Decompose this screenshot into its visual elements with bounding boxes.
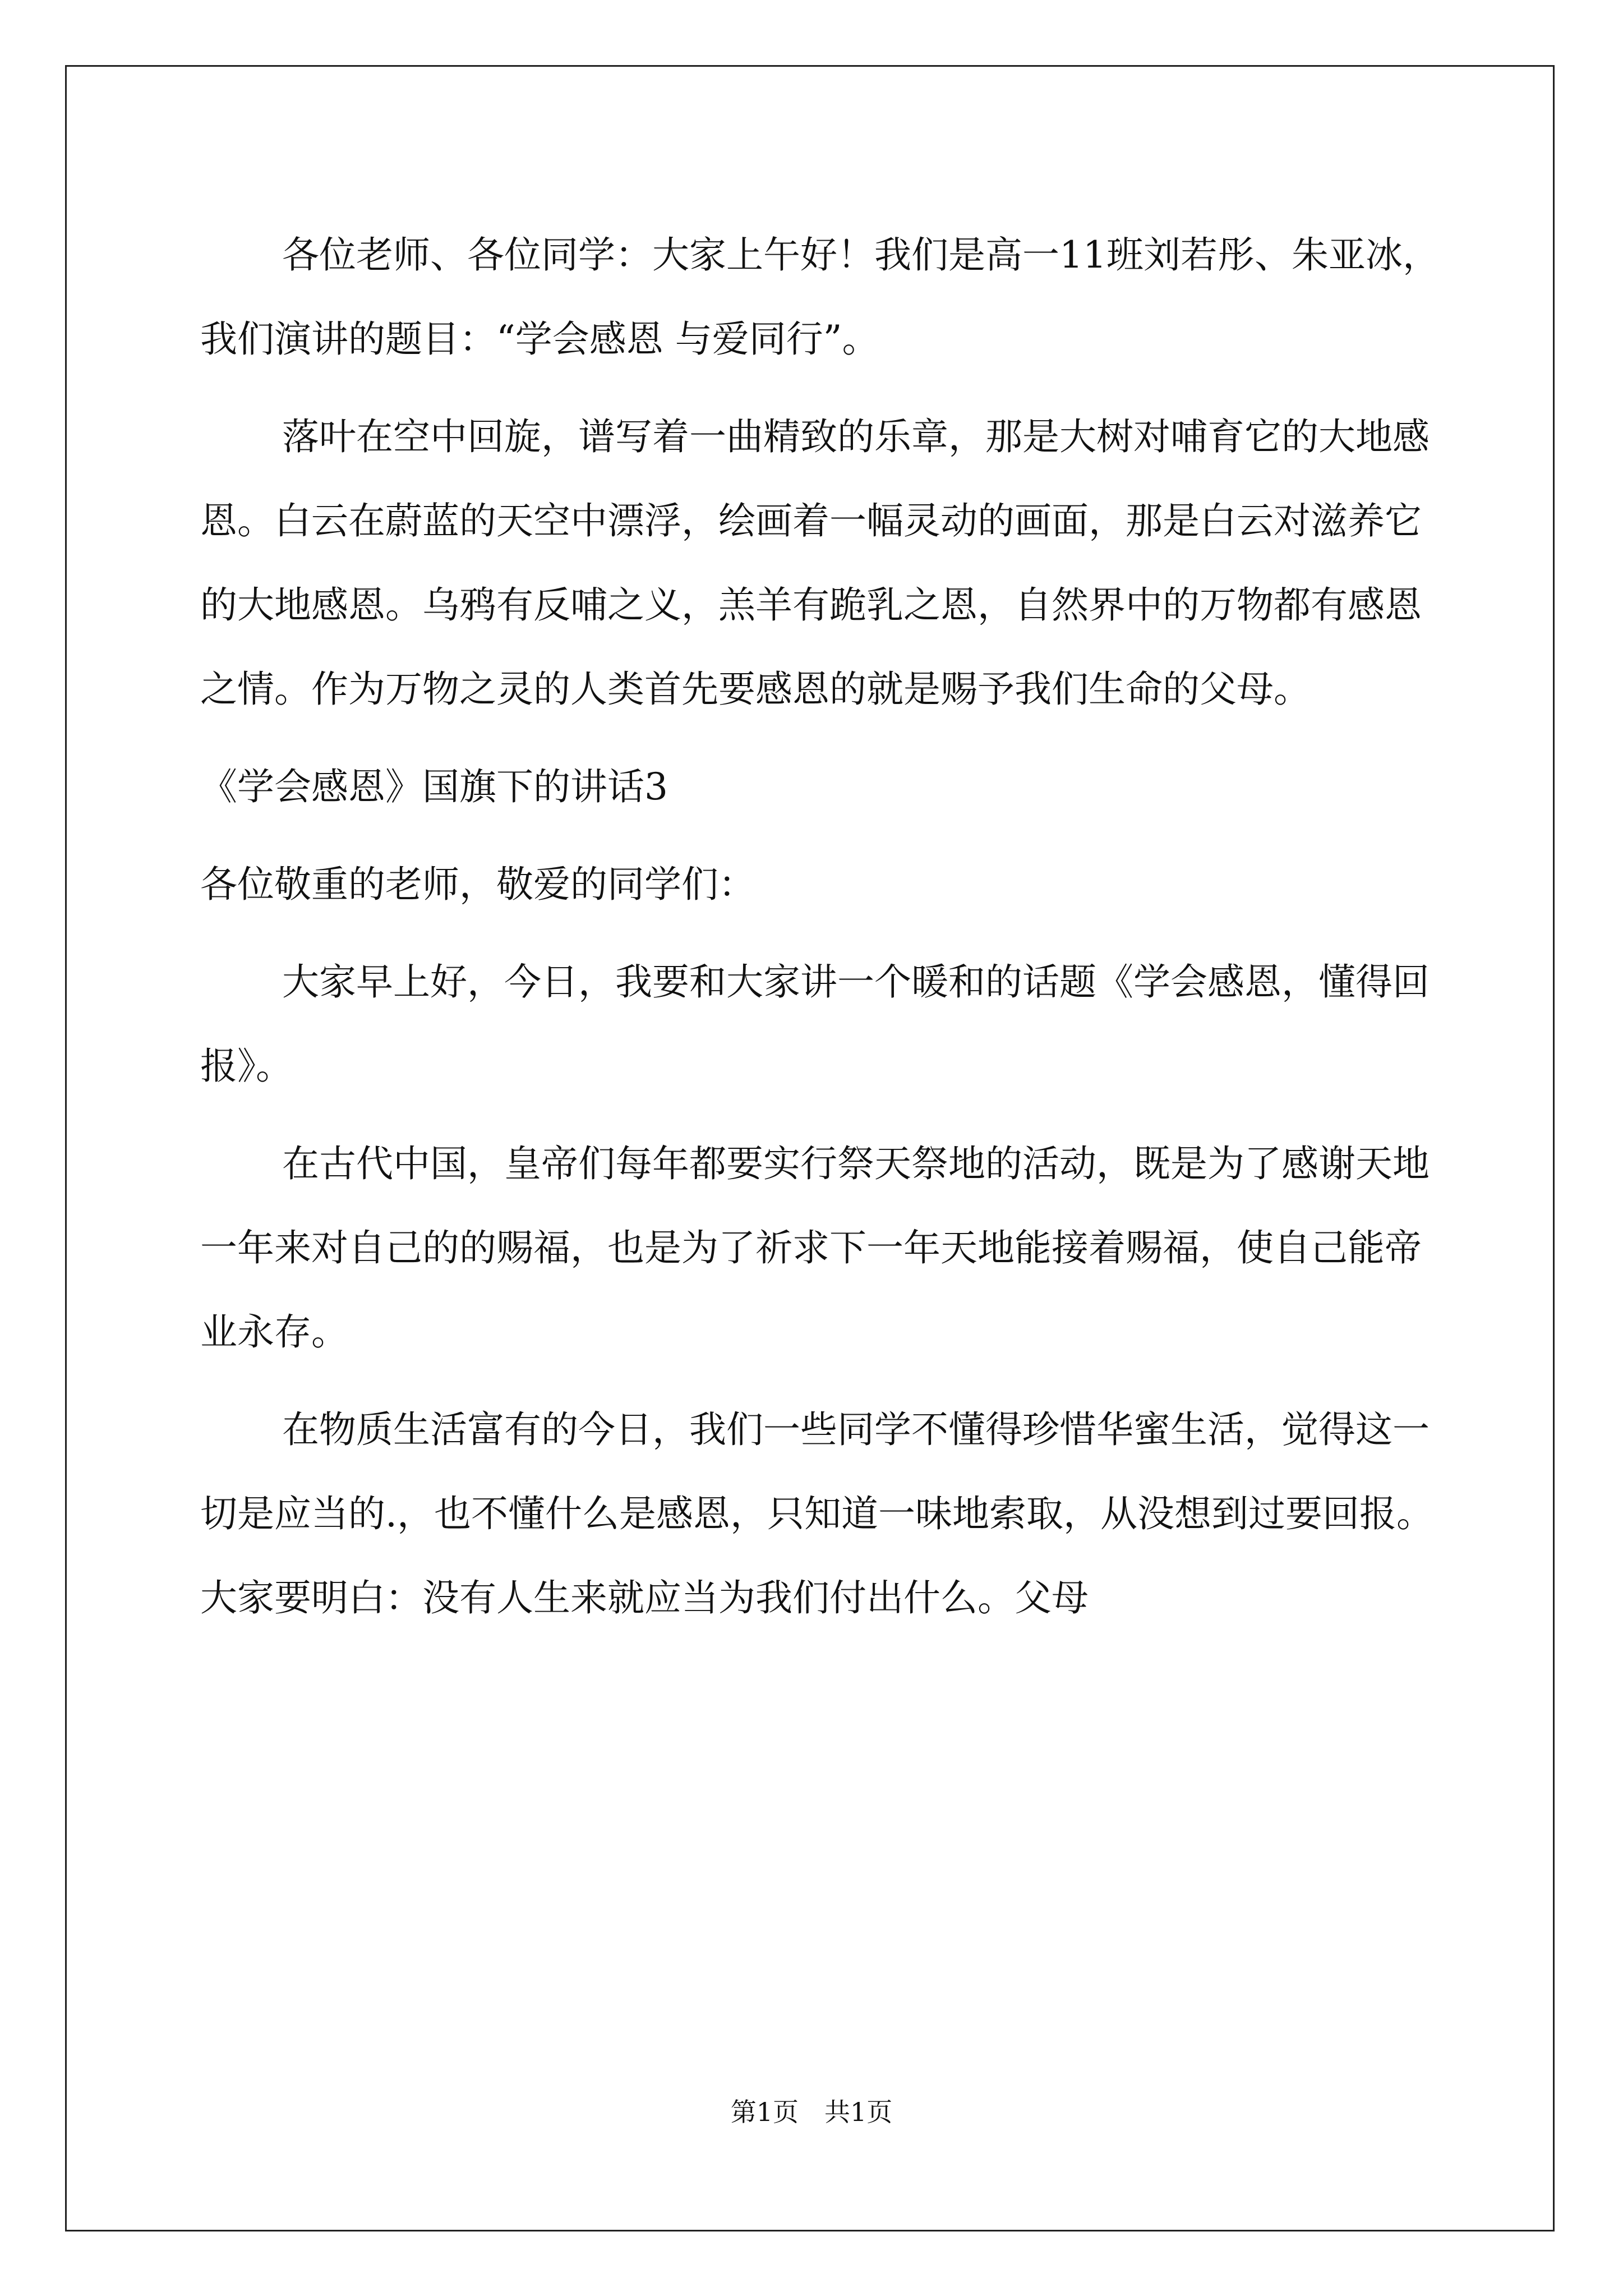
paragraph-greeting: 各位老师、各位同学：大家上午好！我们是高一11班刘若彤、朱亚冰，我们演讲的题目：“学会感恩 与爱同行”。 <box>200 233 1440 361</box>
salutation: 各位敬重的老师，敬爱的同学们： <box>200 863 755 906</box>
paragraph-ancient-china: 在古代中国，皇帝们每年都要实行祭天祭地的活动，既是为了感谢天地一年来对自己的的赐福，也是为了祈求下一年天地能接着赐福，使自己能帝业永存。 <box>200 1142 1430 1354</box>
paragraph-gratitude-nature: 落叶在空中回旋，谱写着一曲精致的乐章，那是大树对哺育它的大地感恩。白云在蔚蓝的天空中漂浮，绘画着一幅灵动的画面，那是白云对滋养它的大地感恩。乌鸦有反哺之义，羔羊有跪乳之恩，自然界中的万物都有感恩之情。作为万物之灵的人类首先要感恩的就是赐予我们生命的父母。 <box>200 415 1430 711</box>
page-footer: 第1页 共1页 <box>730 2097 893 2127</box>
document-body <box>200 213 1440 1654</box>
paragraph-modern-life: 在物质生活富有的今日，我们一些同学不懂得珍惜华蜜生活，觉得这一切是应当的.，也不懂什么是感恩，只知道一味地索取，从没想到过要回报。大家要明白：没有人生来就应当为我们付出什么。父母 <box>200 1408 1433 1619</box>
section-heading: 《学会感恩》国旗下的讲话3 <box>200 765 668 808</box>
paragraph-topic: 大家早上好，今日，我要和大家讲一个暖和的话题《学会感恩，懂得回报》。 <box>200 960 1430 1088</box>
